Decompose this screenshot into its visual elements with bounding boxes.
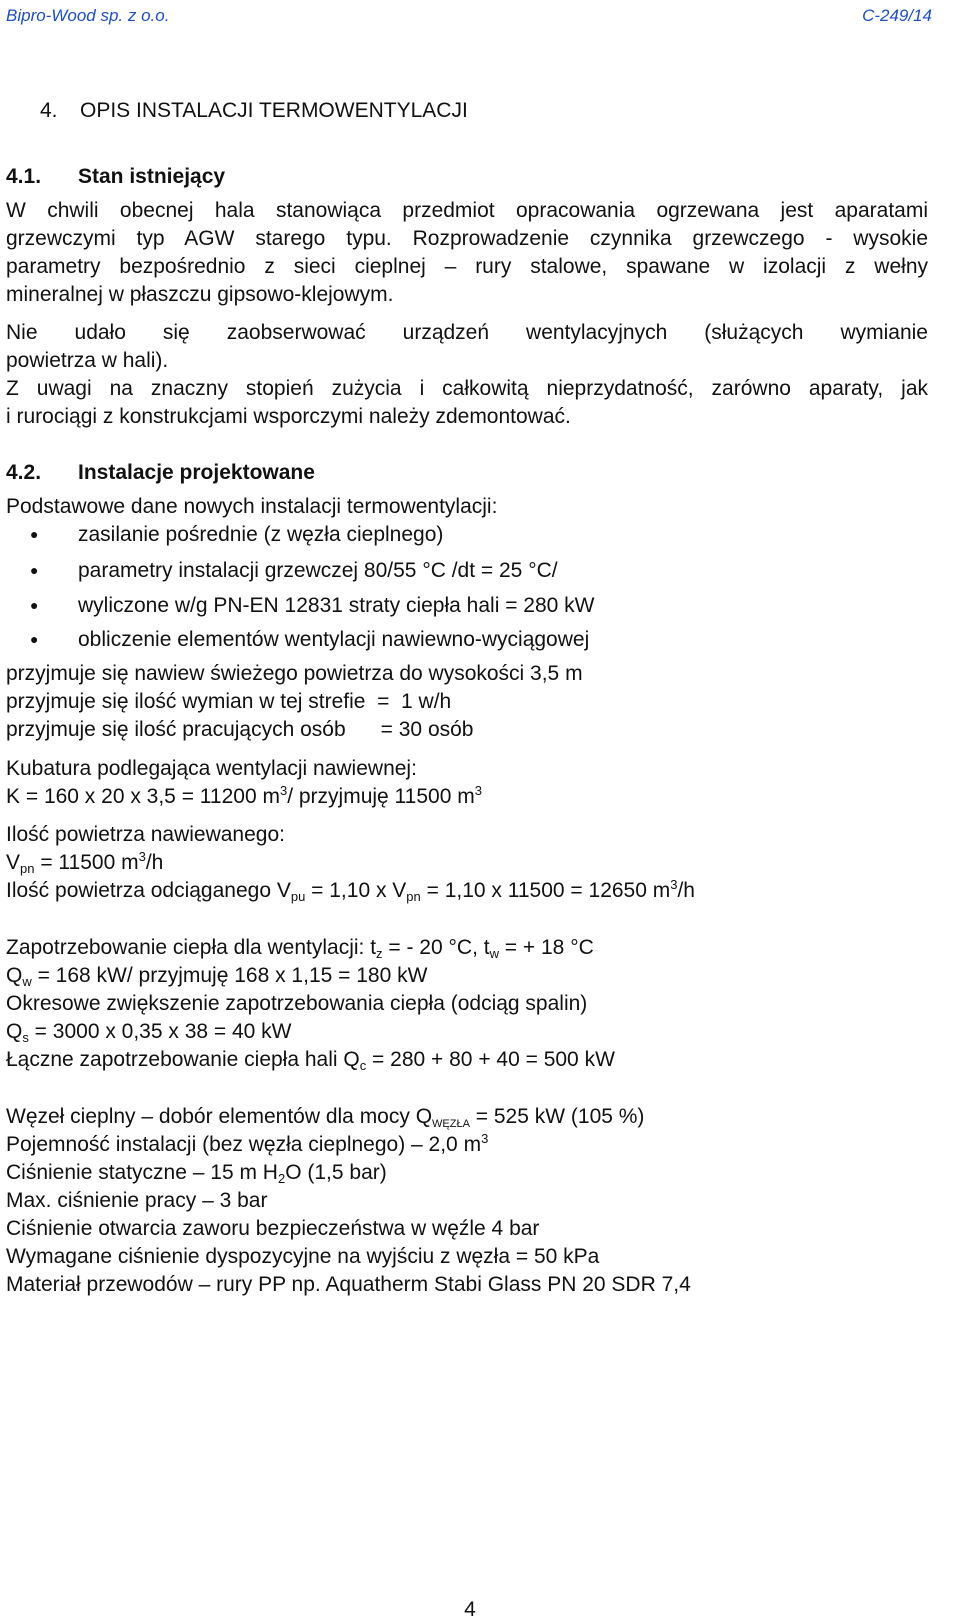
total-demand-line: [6, 1047, 615, 1073]
text-part: = - 20 °C, t: [382, 936, 490, 959]
paragraph-line: grzewczymi typ AGW starego typu. Rozprowadzenie czynnika grzewczego - wysokie: [6, 227, 928, 250]
text-part: = 1,10 x V: [305, 879, 407, 902]
subsection-title: Stan istniejący: [78, 165, 226, 188]
qw-line: [6, 963, 427, 989]
static-pressure-line: [6, 1160, 387, 1186]
text-part: Ilość powietrza odciąganego V: [6, 879, 291, 902]
text-part: = 280 + 80 + 40 = 500 kW: [366, 1048, 615, 1071]
text-part: Ciśnienie statyczne – 15 m H: [6, 1161, 278, 1184]
text-part: = 11500 m: [34, 851, 139, 874]
bullet-item: wyliczone w/g PN-EN 12831 straty ciepła hali = 280 kW: [78, 594, 595, 617]
superscript: 3: [481, 1131, 489, 1146]
text-part: = 3000 x 0,35 x 38 = 40 kW: [28, 1020, 292, 1043]
exhaust-formula: [6, 878, 695, 904]
superscript: 3: [474, 783, 482, 798]
text-part: Q: [6, 964, 23, 987]
text-part: K = 160 x 20 x 3,5 = 11200 m: [6, 785, 280, 808]
page-header: [6, 6, 932, 30]
periodic-increase-line: Okresowe zwiększenie zapotrzebowania ciepła (odciąg spalin): [6, 992, 588, 1015]
subscript: c: [359, 1058, 367, 1073]
text-part: /h: [677, 879, 695, 902]
assumption-line: przyjmuje się ilość pracujących osób = 30 osób: [6, 718, 474, 741]
subscript: s: [22, 1030, 29, 1045]
subsection-heading-4-1: [6, 164, 225, 190]
air-supply-label: Ilość powietrza nawiewanego:: [6, 823, 285, 846]
company-name: Bipro-Wood sp. z o.o.: [6, 6, 170, 25]
assumption-line: przyjmuje się ilość wymian w tej strefie = 1 w/h: [6, 690, 452, 713]
superscript: 3: [138, 849, 146, 864]
subsection-number: 4.2.: [6, 461, 42, 484]
bullet-item: zasilanie pośrednie (z węzła cieplnego): [78, 523, 444, 546]
document-code: C-249/14: [862, 6, 932, 25]
node-selection-line: [6, 1104, 644, 1130]
subsection-number: 4.1.: [6, 165, 42, 188]
subscript: 2: [277, 1171, 286, 1186]
available-pressure-line: Wymagane ciśnienie dyspozycyjne na wyjściu z węzła = 50 kPa: [6, 1245, 600, 1268]
pipe-material-line: Materiał przewodów – rury PP np. Aquatherm Stabi Glass PN 20 SDR 7,4: [6, 1273, 691, 1296]
paragraph-line: Z uwagi na znaczny stopień zużycia i całkowitą nieprzydatność, zarówno aparaty, jak: [6, 377, 928, 400]
subsection-title: Instalacje projektowane: [78, 461, 315, 484]
capacity-line: [6, 1132, 488, 1158]
text-part: O (1,5 bar): [285, 1161, 387, 1184]
text-part: / przyjmuję 11500 m: [287, 785, 475, 808]
text-part: Q: [6, 1020, 23, 1043]
paragraph-line: i rurociągi z konstrukcjami wsporczymi należy zdemontować.: [6, 405, 571, 428]
subsection-heading-4-2: [6, 460, 315, 486]
superscript: 3: [279, 783, 288, 798]
section-heading: [40, 98, 468, 124]
text-part: Pojemność instalacji (bez węzła cieplnego) – 2,0 m: [6, 1133, 482, 1156]
text-part: = + 18 °C: [498, 936, 594, 959]
superscript: 3: [670, 877, 678, 892]
text-part: V: [6, 851, 21, 874]
bullet-item: parametry instalacji grzewczej 80/55 °C /dt = 25 °C/: [78, 559, 558, 582]
valve-pressure-line: Ciśnienie otwarcia zaworu bezpieczeństwa w węźle 4 bar: [6, 1217, 540, 1240]
heat-demand-line: [6, 935, 594, 961]
kubatura-label: Kubatura podlegająca wentylacji nawiewnej:: [6, 757, 417, 780]
subscript: pn: [406, 889, 421, 904]
text-part: = 525 kW (105 %): [469, 1105, 645, 1128]
text-part: Łączne zapotrzebowanie ciepła hali Q: [6, 1048, 360, 1071]
vpn-formula: [6, 850, 163, 876]
intro-line: Podstawowe dane nowych instalacji termowentylacji:: [6, 495, 498, 518]
paragraph-line: powietrza w hali).: [6, 349, 169, 372]
bullet-icon: ●: [30, 562, 39, 578]
subscript: z: [376, 946, 383, 961]
section-title: OPIS INSTALACJI TERMOWENTYLACJI: [80, 99, 468, 122]
paragraph-line: parametry bezpośrednio z sieci cieplnej – rury stalowe, spawane w izolacji z wełny: [6, 255, 928, 278]
text-part: = 168 kW/ przyjmuję 168 x 1,15 = 180 kW: [31, 964, 428, 987]
page-number: 4: [464, 1598, 476, 1621]
subscript: pn: [20, 861, 35, 876]
subscript: pu: [290, 889, 306, 904]
section-number: 4.: [40, 99, 58, 122]
text-part: /h: [145, 851, 164, 874]
subscript: WĘZŁA: [432, 1118, 470, 1130]
bullet-icon: ●: [30, 631, 39, 647]
qs-line: [6, 1019, 292, 1045]
text-part: Węzeł cieplny – dobór elementów dla mocy Q: [6, 1105, 433, 1128]
max-pressure-line: Max. ciśnienie pracy – 3 bar: [6, 1189, 268, 1212]
bullet-icon: ●: [30, 597, 39, 613]
paragraph-line: mineralnej w płaszczu gipsowo-klejowym.: [6, 283, 394, 306]
subscript: w: [489, 946, 499, 961]
bullet-icon: ●: [30, 526, 39, 542]
bullet-item: obliczenie elementów wentylacji nawiewno-wyciągowej: [78, 628, 590, 651]
text-part: = 1,10 x 11500 = 12650 m: [420, 879, 671, 902]
text-part: Zapotrzebowanie ciepła dla wentylacji: t: [6, 936, 377, 959]
paragraph-line: Nie udało się zaobserwować urządzeń wentylacyjnych (służących wymianie: [6, 321, 928, 344]
paragraph-line: W chwili obecnej hala stanowiąca przedmiot opracowania ogrzewana jest aparatami: [6, 199, 928, 222]
subscript: w: [22, 974, 32, 989]
kubatura-formula: [6, 784, 482, 810]
assumption-line: przyjmuje się nawiew świeżego powietrza do wysokości 3,5 m: [6, 662, 583, 685]
